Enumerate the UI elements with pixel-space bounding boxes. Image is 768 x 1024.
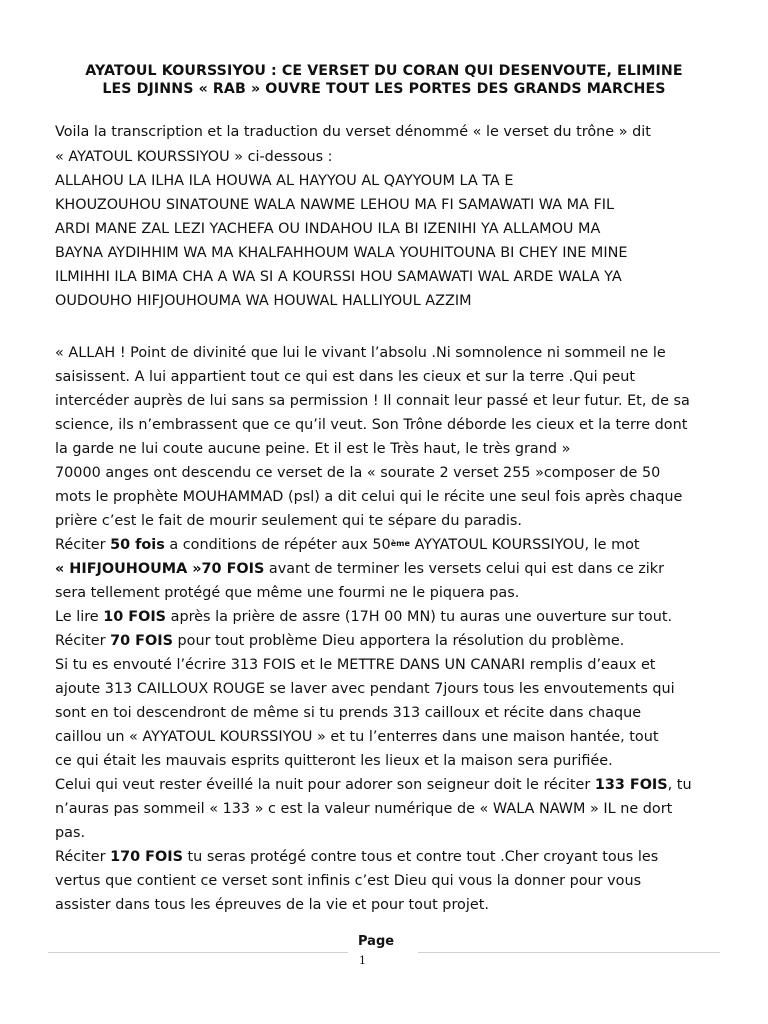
body-line: [55, 845, 658, 869]
body-line: sera tellement protégé que même une fourmi ne le piquera pas.: [55, 585, 520, 601]
body-line: ce qui était les mauvais esprits quitteront les lieux et la maison sera purifiée.: [55, 753, 613, 769]
bold-count: 133 FOIS: [594, 777, 668, 793]
text-span: après la prière de assre (17H 00 MN) tu auras une ouverture sur tout.: [166, 609, 673, 625]
body-line: vertus que contient ce verset sont infinis c’est Dieu qui vous la donner pour vous: [55, 873, 642, 889]
footer-rule-right: [418, 952, 720, 953]
transliteration-line: OUDOUHO HIFJOUHOUMA WA HOUWAL HALLIYOUL AZZIM: [55, 293, 472, 309]
transliteration-line: KHOUZOUHOU SINATOUNE WALA NAWME LEHOU MA FI SAMAWATI WA MA FIL: [55, 197, 615, 213]
bold-count: 170 FOIS: [110, 849, 183, 865]
body-line: 70000 anges ont descendu ce verset de la « sourate 2 verset 255 »composer de 50: [55, 465, 661, 481]
document-title-line-1: AYATOUL KOURSSIYOU : CE VERSET DU CORAN QUI DESENVOUTE, ELIMINE: [85, 63, 683, 79]
text-span: pour tout problème Dieu apportera la résolution du problème.: [172, 633, 625, 649]
transliteration-line: BAYNA AYDIHHIM WA MA KHALFAHHOUM WALA YOUHITOUNA BI CHEY INE MINE: [55, 245, 628, 261]
body-line: mots le prophète MOUHAMMAD (psl) a dit celui qui le récite une seul fois après chaque: [55, 489, 683, 505]
ordinal-superscript: ème: [390, 539, 410, 548]
text-span: , tu: [667, 777, 692, 793]
translation-line: science, ils n’embrassent que ce qu’il veut. Son Trône déborde les cieux et la terre dont: [55, 417, 688, 433]
text-span: AYYATOUL KOURSSIYOU, le mot: [409, 537, 640, 553]
body-line: [55, 629, 624, 653]
bold-count: 50 fois: [110, 537, 165, 553]
intro-line: Voila la transcription et la traduction du verset dénommé « le verset du trône » dit: [55, 124, 651, 140]
text-span: avant de terminer les versets celui qui est dans ce zikr: [264, 561, 665, 577]
text-span: Le lire: [55, 609, 104, 625]
text-span: Réciter: [55, 537, 111, 553]
transliteration-line: ALLAHOU LA ILHA ILA HOUWA AL HAYYOU AL QAYYOUM LA TA E: [55, 173, 514, 189]
translation-line: saisissent. A lui appartient tout ce qui est dans les cieux et sur la terre .Qui peut: [55, 369, 636, 385]
intro-line: « AYATOUL KOURSSIYOU » ci-dessous :: [55, 149, 333, 165]
text-span: Réciter: [55, 849, 111, 865]
body-line: n’auras pas sommeil « 133 » c est la valeur numérique de « WALA NAWM » IL ne dort: [55, 801, 673, 817]
translation-line: intercéder auprès de lui sans sa permission ! Il connait leur passé et leur futur. Et, de sa: [55, 393, 690, 409]
translation-line: « ALLAH ! Point de divinité que lui le vivant l’absolu .Ni somnolence ni sommeil ne le: [55, 345, 666, 361]
text-span: tu seras protégé contre tous et contre tout .Cher croyant tous les: [182, 849, 659, 865]
page-number: 1: [359, 954, 366, 967]
body-line: pas.: [55, 825, 86, 841]
footer-rule-left: [48, 952, 348, 953]
body-line: [55, 773, 692, 797]
text-span: Celui qui veut rester éveillé la nuit pour adorer son seigneur doit le réciter: [55, 777, 595, 793]
body-line: assister dans tous les épreuves de la vie et pour tout projet.: [55, 897, 489, 913]
body-line: [55, 533, 640, 559]
body-line: Si tu es envouté l’écrire 313 FOIS et le METTRE DANS UN CANARI remplis d’eaux et: [55, 657, 656, 673]
body-line: sont en toi descendront de même si tu prends 313 cailloux et récite dans chaque: [55, 705, 642, 721]
body-line: ajoute 313 CAILLOUX ROUGE se laver avec pendant 7jours tous les envoutements qui: [55, 681, 675, 697]
page-label: Page: [358, 934, 395, 949]
bold-count: 10 FOIS: [103, 609, 167, 625]
body-line: caillou un « AYYATOUL KOURSSIYOU » et tu l’enterres dans une maison hantée, tout: [55, 729, 659, 745]
text-span: Réciter: [55, 633, 111, 649]
transliteration-line: ILMIHHI ILA BIMA CHA A WA SI A KOURSSI HOU SAMAWATI WAL ARDE WALA YA: [55, 269, 622, 285]
transliteration-line: ARDI MANE ZAL LEZI YACHEFA OU INDAHOU ILA BI IZENIHI YA ALLAMOU MA: [55, 221, 601, 237]
body-line: [55, 557, 664, 581]
document-title-line-2: LES DJINNS « RAB » OUVRE TOUT LES PORTES DES GRANDS MARCHES: [102, 81, 666, 97]
body-line: [55, 605, 672, 629]
bold-count: 70 FOIS: [110, 633, 173, 649]
body-line: prière c’est le fait de mourir seulement qui te sépare du paradis.: [55, 513, 522, 529]
bold-count: « HIFJOUHOUMA »70 FOIS: [55, 561, 265, 577]
text-span: a conditions de répéter aux 50: [164, 537, 391, 553]
translation-line: la garde ne lui coute aucune peine. Et il est le Très haut, le très grand »: [55, 441, 571, 457]
